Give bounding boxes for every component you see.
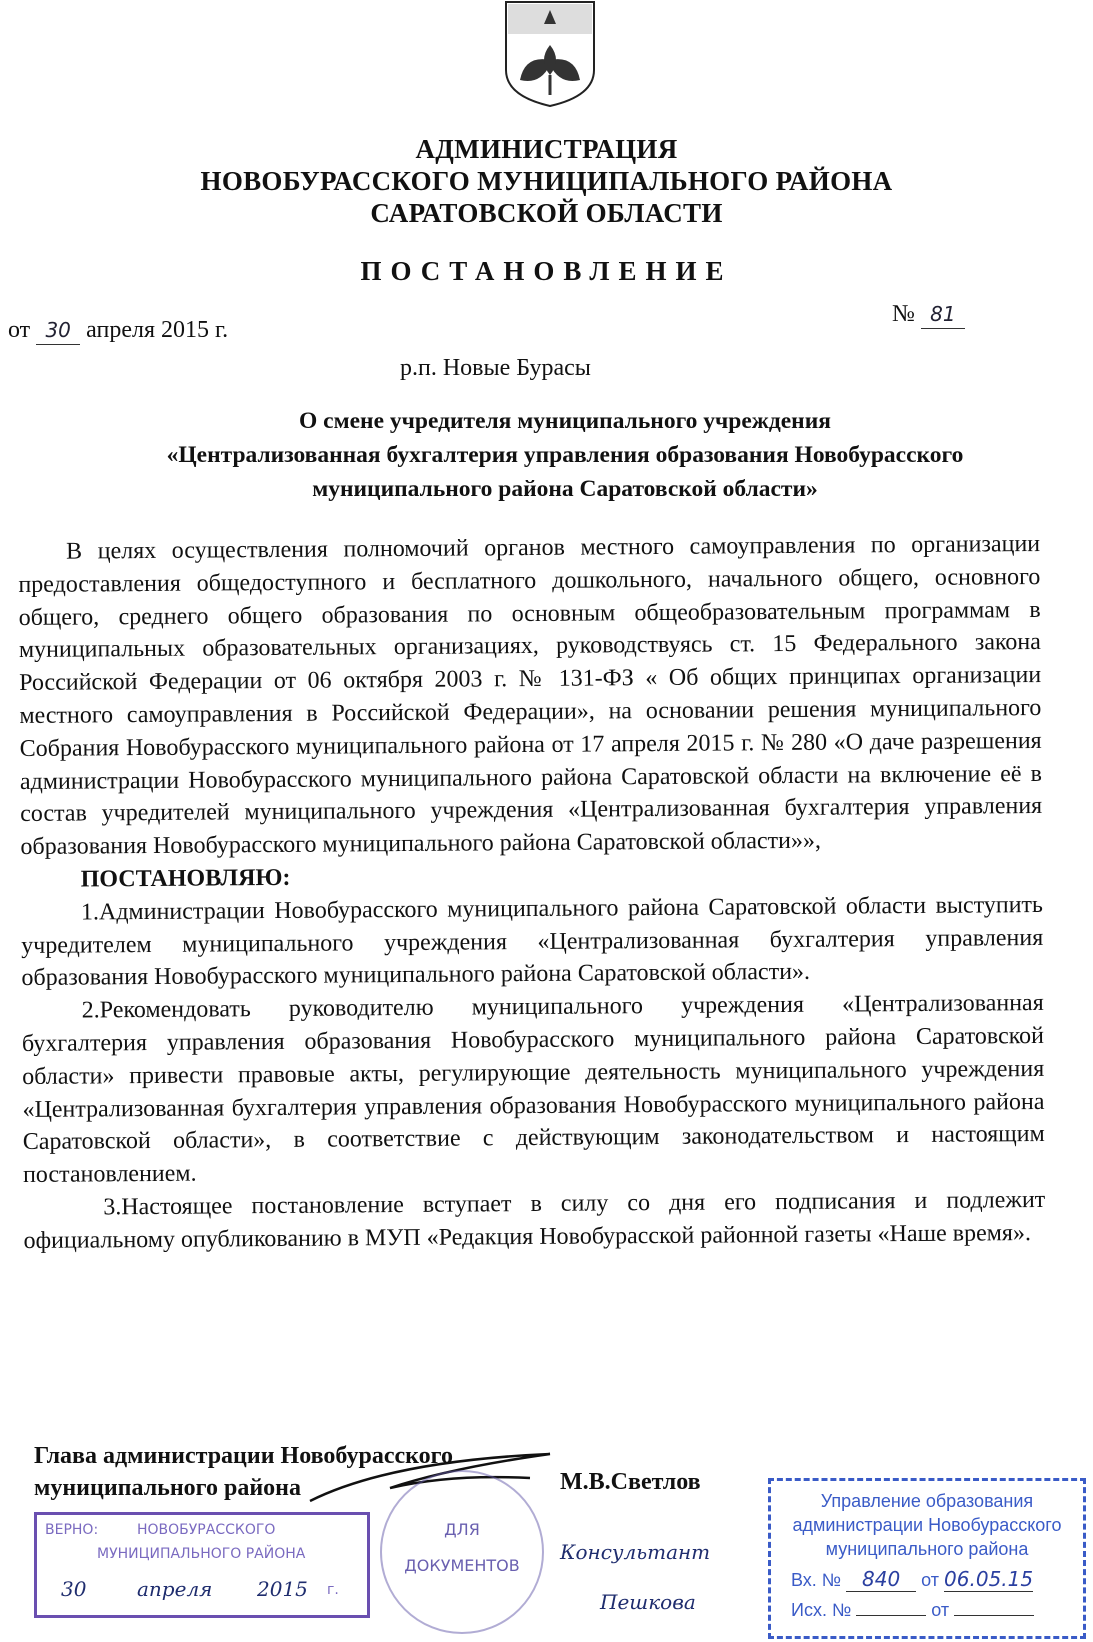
- in-label: Вх. №: [791, 1570, 842, 1590]
- from-label: от: [921, 1570, 940, 1590]
- coat-of-arms-emblem: [500, 0, 600, 108]
- handwritten-consultant: Консультант: [560, 1540, 711, 1564]
- stamp-label: ВЕРНО:: [45, 1522, 99, 1538]
- signatory-name: М.В.Светлов: [560, 1469, 701, 1495]
- stamp-day: 30: [61, 1577, 87, 1601]
- subject-line: «Централизованная бухгалтерия управления образования Новобурасского: [166, 442, 964, 468]
- outgoing-number-row: [771, 1598, 1083, 1622]
- handwritten-surname: Пешкова: [600, 1590, 696, 1614]
- in-number: 840: [846, 1567, 916, 1592]
- document-type: ПОСТАНОВЛЕНИЕ: [360, 256, 733, 286]
- stamp-line: МУНИЦИПАЛЬНОГО РАЙОНА: [97, 1546, 306, 1562]
- seal-line: ДЛЯ: [444, 1520, 480, 1539]
- document-place: р.п. Новые Бурасы: [400, 355, 591, 381]
- subject-line: О смене учредителя муниципального учреждения: [299, 408, 831, 434]
- preamble-paragraph: В целях осуществления полномочий органов местного самоуправления по организации предоставления общедоступного и бесплатного дошкольного, начального общего, основного общего, среднего общего образования по основным общеобразовательным программам в муниципальных образовательных организациях, руководствуясь ст. 15 Федерального закона Российской Федерации от 06 октября 2003 г. № 131-ФЗ « Об общих принципах организации местного самоуправления в Российской Федерации», на основании решения муниципального Собрания Новобурасского муниципального района от 17 апреля 2015 г. № 280 «О даче разрешения администрации Новобурасского муниципального района Саратовской области на включение её в состав учредителей муниципального учреждения «Централизованная бухгалтерия управления образования Новобурасского муниципального района Саратовской области»»,: [18, 530, 1043, 861]
- stamp-line: муниципального района: [825, 1539, 1029, 1559]
- incoming-registration-stamp: [768, 1478, 1086, 1639]
- header-region: САРАТОВСКОЙ ОБЛАСТИ: [370, 198, 723, 228]
- subject-line: муниципального района Саратовской области»: [312, 476, 818, 502]
- item-2-paragraph: 2.Рекомендовать руководителю муниципального учреждения «Централизованная бухгалтерия управления образования Новобурасского муниципального района Саратовской области» привести правовые акты, регулирующие деятельность муниципального учреждения «Централизованная бухгалтерия управления образования Новобурасского муниципального района Саратовской области», в соответствие с действующим законодательством и настоящим постановлением.: [21, 990, 1045, 1189]
- decree-heading: ПОСТАНОВЛЯЮ:: [80, 864, 291, 893]
- date-month-year: апреля 2015 г.: [86, 317, 229, 343]
- document-subject: [60, 404, 1070, 506]
- round-seal-text: [380, 1512, 544, 1584]
- stamp-month: апреля: [137, 1577, 213, 1601]
- stamp-suffix: г.: [327, 1582, 339, 1598]
- stamp-line: НОВОБУРАССКОГО: [137, 1522, 276, 1538]
- number-label: №: [892, 301, 915, 327]
- item-3-paragraph: 3.Настоящее постановление вступает в силу со дня его подписания и подлежит официальному опубликованию в МУП «Редакция Новобурасской районной газеты «Наше время».: [23, 1186, 1046, 1254]
- document-number: [892, 300, 965, 329]
- in-date: 06.05.15: [944, 1567, 1034, 1591]
- stamp-year: 2015: [257, 1577, 308, 1601]
- stamp-line: Управление образования: [820, 1491, 1034, 1511]
- seal-line: ДОКУМЕНТОВ: [404, 1556, 520, 1575]
- number-value: 81: [921, 300, 965, 329]
- certified-stamp: [34, 1512, 370, 1618]
- header-district: НОВОБУРАССКОГО МУНИЦИПАЛЬНОГО РАЙОНА: [200, 166, 893, 196]
- date-day: 30: [36, 316, 80, 345]
- item-1-paragraph: 1.Администрации Новобурасского муниципального района Саратовской области выступить учредителем муниципального учреждения «Централизованная бухгалтерия управления образования Новобурасского муниципального района Саратовской области».: [21, 891, 1044, 992]
- incoming-number-row: [771, 1567, 1083, 1592]
- position-line: муниципального района: [34, 1475, 301, 1501]
- position-line: Глава администрации Новобурасского: [34, 1443, 453, 1469]
- out-from-label: от: [931, 1600, 950, 1620]
- out-label: Исх. №: [791, 1600, 852, 1620]
- stamp-line: администрации Новобурасского: [792, 1515, 1062, 1535]
- header-administration: АДМИНИСТРАЦИЯ: [415, 134, 678, 164]
- document-body: [18, 528, 1046, 1258]
- date-prefix: от: [8, 317, 31, 343]
- document-date: [8, 316, 228, 345]
